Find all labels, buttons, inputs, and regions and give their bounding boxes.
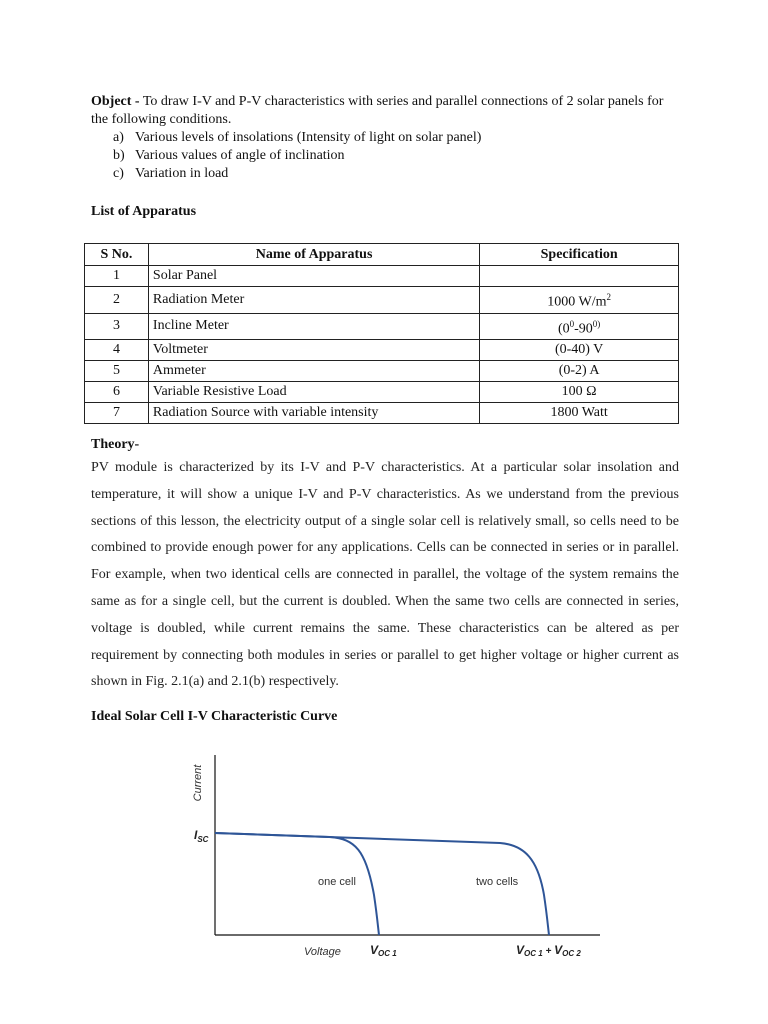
cell-name: Radiation Source with variable intensity xyxy=(148,403,479,424)
cell-sno: 1 xyxy=(85,266,149,287)
plus-sign: + xyxy=(542,946,555,957)
cell-spec xyxy=(480,287,679,314)
cell-spec: (0-40) V xyxy=(480,340,679,361)
conditions-list xyxy=(91,129,679,183)
iv-curve-figure xyxy=(170,745,610,970)
voc1-sub: OC 1 xyxy=(378,949,397,958)
condition-item xyxy=(91,147,679,165)
isc-sub: SC xyxy=(197,835,209,844)
spec-superscript-2: 0) xyxy=(592,318,601,329)
cell-spec: 100 Ω xyxy=(480,382,679,403)
object-statement xyxy=(91,93,679,129)
table-row xyxy=(85,382,679,403)
y-axis-label: Current xyxy=(192,764,204,802)
one-cell-label: one cell xyxy=(318,876,356,888)
cell-name: Solar Panel xyxy=(148,266,479,287)
cell-name: Voltmeter xyxy=(148,340,479,361)
condition-marker: a) xyxy=(113,130,124,145)
voc1-main-b: V xyxy=(516,943,525,957)
spec-text-mid: -90 xyxy=(574,321,593,337)
cell-spec: (0-2) A xyxy=(480,361,679,382)
apparatus-table xyxy=(84,243,679,424)
apparatus-heading: List of Apparatus xyxy=(91,204,197,219)
two-cells-label: two cells xyxy=(476,876,519,888)
voc1-main: V xyxy=(370,943,379,957)
isc-label xyxy=(194,828,209,844)
condition-marker: c) xyxy=(113,166,124,181)
object-label: Object - xyxy=(91,94,140,109)
cell-sno: 4 xyxy=(85,340,149,361)
voc1-sub-b: OC 1 xyxy=(524,949,543,958)
table-row xyxy=(85,340,679,361)
header-name: Name of Apparatus xyxy=(148,244,479,266)
voc1-label xyxy=(370,943,397,958)
spec-superscript: 0 xyxy=(569,318,575,329)
cell-name: Incline Meter xyxy=(148,313,479,340)
table-row xyxy=(85,287,679,314)
table-row xyxy=(85,403,679,424)
cell-spec: 1800 Watt xyxy=(480,403,679,424)
cell-sno: 5 xyxy=(85,361,149,382)
object-section xyxy=(91,93,679,183)
cell-spec xyxy=(480,266,679,287)
condition-item xyxy=(91,165,679,183)
condition-text: Various values of angle of inclination xyxy=(135,148,345,163)
cell-name: Ammeter xyxy=(148,361,479,382)
condition-item xyxy=(91,129,679,147)
cell-name: Radiation Meter xyxy=(148,287,479,314)
spec-superscript: 2 xyxy=(606,292,611,302)
cell-sno: 3 xyxy=(85,313,149,340)
voc2-main: V xyxy=(554,943,563,957)
cell-sno: 7 xyxy=(85,403,149,424)
figure-heading: Ideal Solar Cell I-V Characteristic Curve xyxy=(91,709,338,724)
cell-sno: 6 xyxy=(85,382,149,403)
isc-main: I xyxy=(194,828,198,842)
cell-name: Variable Resistive Load xyxy=(148,382,479,403)
spec-text: 1000 W/m xyxy=(547,294,607,310)
x-axis-label: Voltage xyxy=(304,946,341,958)
voc-sum-label xyxy=(516,943,581,958)
condition-marker: b) xyxy=(113,148,125,163)
header-spec: Specification xyxy=(480,244,679,266)
voc2-sub: OC 2 xyxy=(562,949,581,958)
cell-spec xyxy=(480,313,679,340)
table-header-row xyxy=(85,244,679,266)
table-row xyxy=(85,266,679,287)
theory-heading: Theory- xyxy=(91,437,140,452)
table-row xyxy=(85,361,679,382)
table-row xyxy=(85,313,679,340)
cell-sno: 2 xyxy=(85,287,149,314)
condition-text: Various levels of insolations (Intensity of light on solar panel) xyxy=(135,130,482,145)
condition-text: Variation in load xyxy=(135,166,229,181)
object-text: To draw I-V and P-V characteristics with series and parallel connections of 2 solar panels for the following conditions. xyxy=(91,94,664,127)
header-sno: S No. xyxy=(85,244,149,266)
spec-text: (0 xyxy=(557,321,570,337)
theory-paragraph: PV module is characterized by its I-V and P-V characteristics. At a particular solar insolation and temperature, it will show a unique I-V and P-V characteristics. As we understand from the previous sections of this lesson, the electricity output of a single solar cell is relatively small, so cells need to be combined to provide enough power for any applications. Cells can be connected in series or in parallel. For example, when two identical cells are connected in parallel, the voltage of the system remains the same as for a single cell, but the current is doubled. When the same two cells are connected in series, voltage is doubled, while current remains the same. These characteristics can be altered as per requirement by connecting both modules in series or parallel to get higher voltage or higher current as shown in Fig. 2.1(a) and 2.1(b) respectively. xyxy=(91,460,679,690)
